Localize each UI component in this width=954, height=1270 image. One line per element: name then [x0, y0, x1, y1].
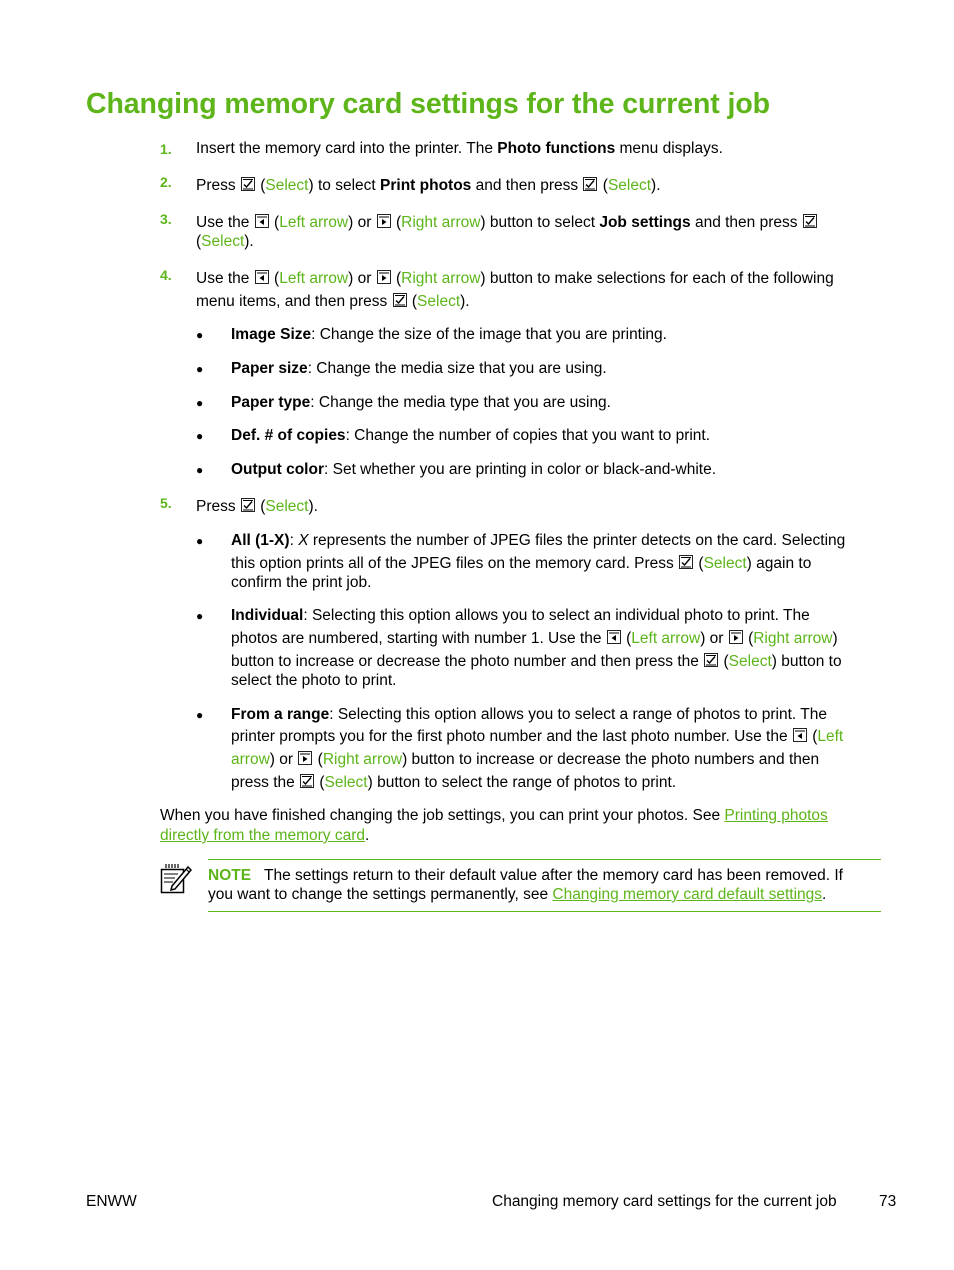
note-line2: you want to change the settings permanently, see Changing memory card default settings. — [208, 886, 827, 903]
closing-paragraph: When you have finished changing the job settings, you can print your photos. See Printing photos — [160, 807, 828, 824]
option-all-line2: this option prints all of the JPEG files on the memory card. Press (Select) again to — [231, 555, 812, 572]
step-number: 4. — [160, 267, 172, 283]
select-icon — [300, 774, 314, 788]
footer-title: Changing memory card settings for the current job — [492, 1193, 837, 1210]
step-number: 1. — [160, 141, 172, 157]
list-item: Paper type: Change the media type that you are using. — [231, 394, 611, 411]
step-5-text: Press (Select). — [196, 498, 318, 515]
select-icon — [583, 177, 597, 191]
step-number: 2. — [160, 174, 172, 190]
note-pencil-icon — [160, 861, 194, 895]
select-icon — [679, 555, 693, 569]
option-individual-line2: photos are numbered, starting with number 1. Use the (Left arrow) or (Right arrow) — [231, 630, 838, 647]
note-bottom-rule — [208, 911, 881, 912]
step-4-text: Use the (Left arrow) or (Right arrow) button to make selections for each of the following — [196, 270, 834, 287]
note-label: NOTE — [208, 867, 252, 884]
bullet: ● — [196, 609, 204, 623]
option-individual-line4: select the photo to print. — [231, 672, 397, 689]
page-number: 73 — [879, 1193, 897, 1210]
list-item: Paper size: Change the media size that you are using. — [231, 360, 607, 377]
left-arrow-icon — [255, 214, 269, 228]
bullet: ● — [196, 328, 204, 342]
right-arrow-icon — [298, 751, 312, 765]
option-range-line3: arrow) or (Right arrow) button to increase or decrease the photo numbers and then — [231, 751, 820, 768]
link-printing-photos-cont[interactable]: directly from the memory card — [160, 827, 365, 844]
option-all-line3: confirm the print job. — [231, 574, 372, 591]
select-icon — [241, 498, 255, 512]
list-item: Image Size: Change the size of the image that you are printing. — [231, 326, 667, 343]
bullet: ● — [196, 429, 204, 443]
right-arrow-icon — [377, 214, 391, 228]
step-number: 3. — [160, 211, 172, 227]
select-icon — [704, 653, 718, 667]
step-3-text-cont: (Select). — [196, 233, 254, 250]
left-arrow-icon — [255, 270, 269, 284]
list-item: Output color: Set whether you are printing in color or black-and-white. — [231, 461, 717, 478]
link-default-settings[interactable]: Changing memory card default settings — [552, 886, 823, 903]
select-icon — [241, 177, 255, 191]
bullet: ● — [196, 708, 204, 722]
left-arrow-icon — [793, 728, 807, 742]
bullet: ● — [196, 362, 204, 376]
list-item: Def. # of copies: Change the number of copies that you want to print. — [231, 427, 711, 444]
right-arrow-icon — [729, 630, 743, 644]
option-all-line1: All (1-X): X represents the number of JPEG files the printer detects on the card. Selecting — [231, 532, 846, 549]
note-line1: NOTE The settings return to their default value after the memory card has been removed. If — [208, 867, 843, 884]
bullet: ● — [196, 534, 204, 548]
link-printing-photos[interactable]: Printing photos — [724, 807, 828, 824]
option-range-line1: From a range: Selecting this option allows you to select a range of photos to print. The — [231, 706, 827, 723]
left-arrow-icon — [607, 630, 621, 644]
step-2-text: Press (Select) to select Print photos and then press (Select). — [196, 177, 661, 194]
bullet: ● — [196, 396, 204, 410]
note-top-rule — [208, 859, 881, 860]
closing-paragraph-cont: directly from the memory card. — [160, 827, 370, 844]
step-3-text: Use the (Left arrow) or (Right arrow) button to select Job settings and then press — [196, 213, 818, 232]
footer-left: ENWW — [86, 1193, 137, 1210]
page-title: Changing memory card settings for the current job — [86, 88, 770, 120]
right-arrow-icon — [377, 270, 391, 284]
option-individual-line1: Individual: Selecting this option allows you to select an individual photo to print. The — [231, 607, 810, 624]
step-1-text: Insert the memory card into the printer. The Photo functions menu displays. — [196, 140, 723, 157]
option-range-line2: printer prompts you for the first photo number and the last photo number. Use the (Left — [231, 728, 844, 745]
option-individual-line3: button to increase or decrease the photo number and then press the (Select) button to — [231, 653, 842, 670]
step-4-text-cont: menu items, and then press (Select). — [196, 293, 470, 310]
select-icon — [393, 293, 407, 307]
step-number: 5. — [160, 495, 172, 511]
select-icon — [803, 214, 817, 228]
option-range-line4: press the (Select) button to select the range of photos to print. — [231, 774, 677, 791]
bullet: ● — [196, 463, 204, 477]
